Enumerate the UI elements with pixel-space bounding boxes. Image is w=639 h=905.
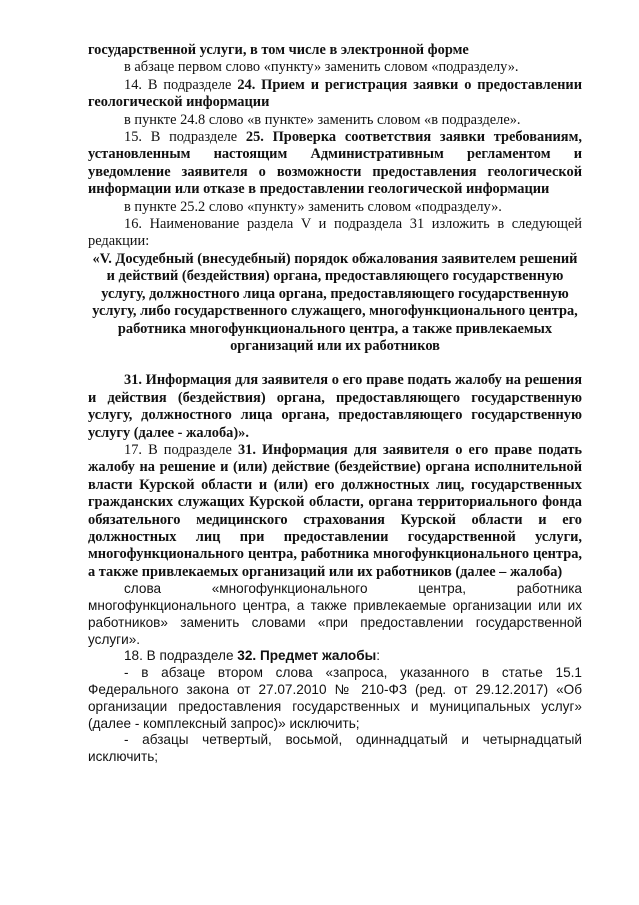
document-body xyxy=(88,42,582,766)
section-title: «V. Досудебный (внесудебный) порядок обжалования заявителем решений и действий (бездействия) органа, предоставляющего государственную услугу, должностного лица органа, предоставляющего государственную услугу, либо государственного служащего, многофункционального центра, работника многофункционального центра, а также привлекаемых организаций или их работников xyxy=(92,250,578,354)
paragraph-text: 18. В подразделе xyxy=(124,648,238,664)
paragraph-17 xyxy=(88,442,582,581)
paragraph-text: в пункте 25.2 слово «пункту» заменить словом «подразделу». xyxy=(124,198,502,215)
bold-text: государственной услуги, в том числе в электронной форме xyxy=(88,42,469,58)
paragraph xyxy=(88,199,582,216)
paragraph-18-item-1: - в абзаце втором слова «запроса, указанного в статье 15.1 Федерального закона от 27.07.2010 № 210-ФЗ (ред. от 29.12.2017) «Об организации предоставления государственных и муниципальных услуг» (далее - комплексный запрос)» исключить; xyxy=(88,665,582,731)
paragraph-text: в абзаце первом слово «пункту» заменить словом «подразделу». xyxy=(124,59,519,76)
bold-text: 31. Информация для заявителя о его праве подать жалобу на решение и (или) действие (бездействие) органа исполнительной власти Курской области и (или) его должностных лиц, государственных гражданских служащих Курской области, органа территориального фонда обязательного медицинского страхования Курской области и его должностных лиц при предоставлении государственной услуги, многофункционального центра, работника многофункционального центра, а также привлекаемых организаций или их работников (далее – жалоба) xyxy=(88,441,582,580)
paragraph-18 xyxy=(88,648,582,665)
paragraph-15 xyxy=(88,129,582,199)
paragraph-text: в пункте 24.8 слово «в пункте» заменить словом «в подразделе». xyxy=(124,111,521,128)
paragraph xyxy=(88,112,582,129)
paragraph-14 xyxy=(88,77,582,112)
paragraph-heading-continuation xyxy=(88,42,582,59)
bold-text: 24. Прием и регистрация заявки о предоставлении геологической информации xyxy=(88,76,582,111)
paragraph-text: : xyxy=(376,648,381,664)
bold-text: 32. Предмет жалобы xyxy=(237,648,377,664)
spacer xyxy=(88,355,582,372)
paragraph-text: 15. В подразделе xyxy=(124,129,246,146)
paragraph-16 xyxy=(88,216,582,251)
paragraph-text: 14. В подразделе xyxy=(124,76,238,93)
paragraph-text: 16. Наименование раздела V и подраздела 31 изложить в следующей редакции: xyxy=(88,216,582,250)
paragraph xyxy=(88,59,582,76)
subsection-31-heading: 31. Информация для заявителя о его праве подать жалобу на решения и действия (бездействия) органа, предоставляющего государственную услугу, должностного лица органа, предоставляющего государственную услугу (далее - жалоба)». xyxy=(88,372,582,441)
paragraph-18-item-2: - абзацы четвертый, восьмой, одиннадцатый и четырнадцатый исключить; xyxy=(88,732,582,765)
bold-text: 25. Проверка соответствия заявки требованиям, установленным настоящим Административным регламентом и уведомление заявителя о возможности предоставления геологической информации или отказе в предоставлении геологической информации xyxy=(88,129,582,198)
paragraph-17-words: слова «многофункционального центра, работника многофункционального центра, а также привлекаемые организации или их работников» заменить словами «при предоставлении государственной услуги». xyxy=(88,581,582,647)
paragraph-text: 17. В подразделе xyxy=(124,441,238,458)
